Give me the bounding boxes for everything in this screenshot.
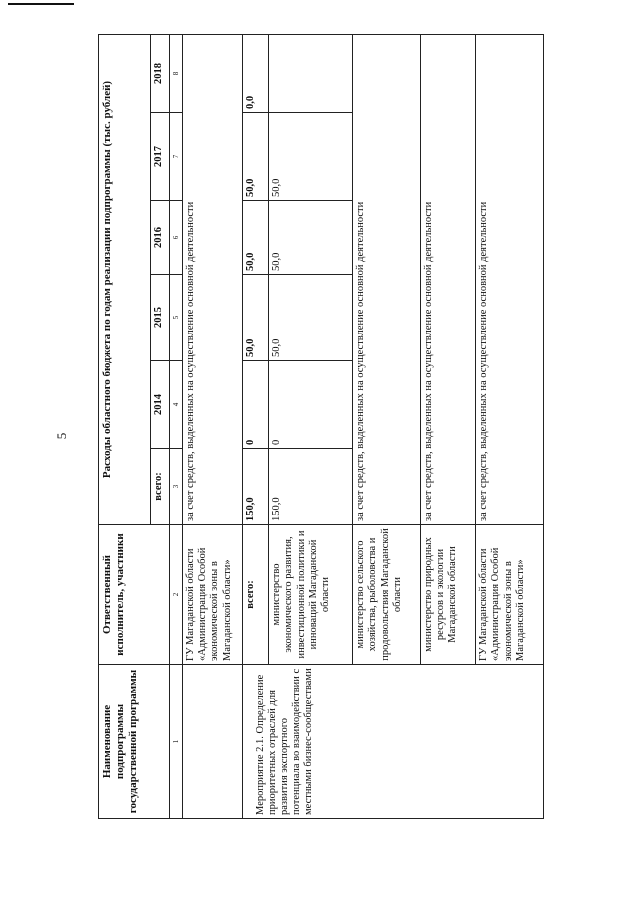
funding-note-cell: за счет средств, выделенных на осуществление основной деятельности: [183, 34, 242, 524]
header-year-2016: 2016: [151, 201, 169, 275]
measure-name-cell: [242, 665, 543, 819]
col-index-1: 1: [169, 665, 182, 819]
budget-table: [98, 34, 544, 819]
col-index-4: 4: [169, 361, 182, 449]
column-index-row: [169, 34, 182, 818]
col-index-8: 8: [169, 34, 182, 112]
header-year-2014: 2014: [151, 361, 169, 449]
table-row: [183, 34, 242, 818]
col-index-6: 6: [169, 201, 182, 275]
value-2015-cell: 50,0: [269, 275, 353, 361]
col-index-3: 3: [169, 449, 182, 525]
executor-cell: министерство природных ресурсов и экологии Магаданской области: [420, 525, 475, 665]
header-budget-cell: Расходы областного бюджета по годам реализации подпрограммы (тыс. рублей): [99, 34, 151, 524]
table-row: [242, 34, 269, 818]
value-2015-cell: 50,0: [242, 275, 269, 361]
value-2017-cell: 50,0: [242, 113, 269, 201]
total-value-cell: 150,0: [269, 449, 353, 525]
funding-note-cell: за счет средств, выделенных на осуществление основной деятельности: [476, 34, 544, 524]
executor-cell: ГУ Магаданской области «Администрация Особой экономической зоны в Магаданской области»: [476, 525, 544, 665]
value-2018-cell: [269, 34, 353, 112]
measure-name-text: Мероприятие 2.1. Определение приоритетных отраслей для развития экспортного потенциала во взаимодействии с местными бизнес-сообществами: [254, 668, 315, 815]
col-index-2: 2: [169, 525, 182, 665]
header-year-2017: 2017: [151, 113, 169, 201]
page-number: 5: [54, 432, 69, 440]
col-index-5: 5: [169, 275, 182, 361]
funding-note-cell: за счет средств, выделенных на осуществление основной деятельности: [353, 34, 421, 524]
value-2017-cell: 50,0: [269, 113, 353, 201]
executor-cell: министерство экономического развития, инвестиционной политики и инноваций Магаданской области: [269, 525, 353, 665]
total-label-cell: всего:: [242, 525, 269, 665]
total-value-cell: 150,0: [242, 449, 269, 525]
header-name-cell: Наименование подпрограммы государственной программы: [99, 665, 170, 819]
value-2016-cell: 50,0: [269, 201, 353, 275]
value-2018-cell: 0,0: [242, 34, 269, 112]
col-index-7: 7: [169, 113, 182, 201]
top-left-mark: [8, 3, 74, 5]
rotated-table-container: [98, 35, 544, 819]
header-executor-cell: Ответственный исполнитель, участники: [99, 525, 170, 665]
value-2016-cell: 50,0: [242, 201, 269, 275]
header-year-2015: 2015: [151, 275, 169, 361]
header-row-1: [99, 34, 151, 818]
value-2014-cell: 0: [242, 361, 269, 449]
value-2014-cell: 0: [269, 361, 353, 449]
executor-cell: министерство сельского хозяйства, рыболовства и продовольствия Магаданской области: [353, 525, 421, 665]
header-total-cell: всего:: [151, 449, 169, 525]
executor-cell: ГУ Магаданской области «Администрация Особой экономической зоны в Магаданской области»: [183, 525, 242, 665]
header-year-2018: 2018: [151, 34, 169, 112]
funding-note-cell: за счет средств, выделенных на осуществление основной деятельности: [420, 34, 475, 524]
name-cell: [183, 665, 242, 819]
